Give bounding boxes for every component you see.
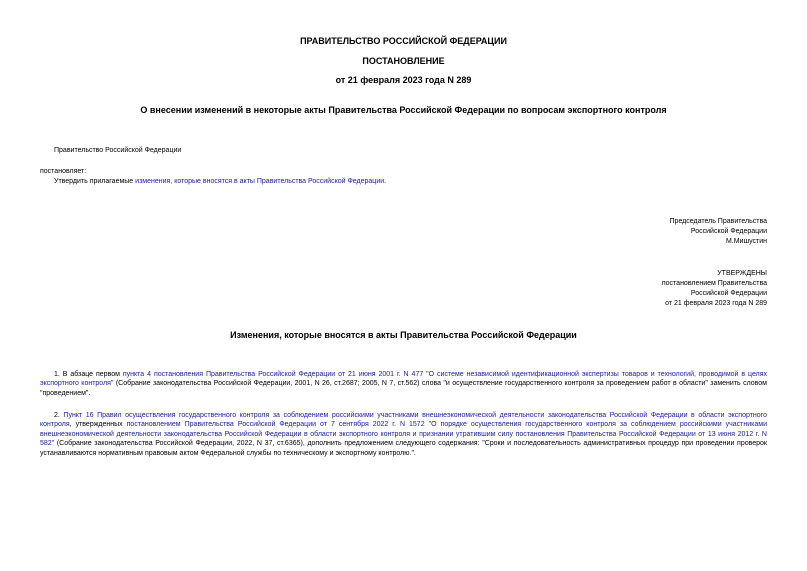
item2-mid: , утвержденных <box>69 421 127 429</box>
document-date-number: от 21 февраля 2023 года N 289 <box>335 75 472 85</box>
approve-suffix: . <box>384 178 387 185</box>
document-type: ПОСТАНОВЛЕНИЕ <box>362 56 445 66</box>
signature-position: Председатель Правительства <box>669 218 767 225</box>
change-item-1 <box>40 370 767 398</box>
approve-sentence <box>54 177 386 187</box>
signature-name: М.Мишустин <box>725 238 767 245</box>
approval-line4: от 21 февраля 2023 года N 289 <box>665 300 767 307</box>
item1-suffix: (Собрание законодательства Российской Федерации, 2001, N 26, ст.2687; 2005, N 7, ст.562) слова "и осуществление государственного контроля за проведением работ в области" заменить словом "проведением". <box>40 380 767 397</box>
item2-link-decree[interactable]: постановлением Правительства Российской Федерации от 7 сентября 2022 г. N 1572 "О порядке осуществления государственного контроля за соблюдением российскими участниками внешнеэкономической деятельности законодательства Российской Федерации в области экспортного контроля и признании утратившим силу постановления Правительства Российской Федерации от 13 июня 2012 г. N 582" <box>40 421 767 448</box>
approve-prefix: Утвердить прилагаемые <box>54 178 136 185</box>
item1-link[interactable]: пункта 4 постановления Правительства Российской Федерации от 21 июня 2001 г. N 477 "О системе независимой идентификационной экспертизы товаров и технологий, проводимой в целях экспортного контроля" <box>40 371 767 388</box>
decrees-word: постановляет: <box>40 168 87 175</box>
item2-num: 2. <box>54 412 64 419</box>
item1-prefix: 1. В абзаце первом <box>54 371 123 378</box>
change-item-2 <box>40 411 767 458</box>
issuer: Правительство Российской Федерации <box>54 147 182 154</box>
approval-block <box>662 269 767 309</box>
approval-line3: Российской Федерации <box>690 290 767 297</box>
item2-suffix: (Собрание законодательства Российской Федерации, 2022, N 37, ст.6365), дополнить предложением следующего содержания: "Сроки и последовательность административных процедур при проведении проверок устанавливаются нормативным правовым актом Федеральной службы по техническому и экспортному контролю.". <box>40 440 767 457</box>
approval-title: УТВЕРЖДЕНЫ <box>717 270 767 277</box>
changes-title: Изменения, которые вносятся в акты Правительства Российской Федерации <box>230 330 577 340</box>
changes-link[interactable]: изменения, которые вносятся в акты Правительства Российской Федерации <box>135 178 385 185</box>
item2-link-rules[interactable]: Пункт 16 Правил осуществления государственного контроля за соблюдением российскими участниками внешнеэкономической деятельности законодательства Российской Федерации в области экспортного контроля <box>40 412 767 429</box>
signature-block <box>670 217 767 247</box>
signature-org: Российской Федерации <box>690 228 767 235</box>
government-heading: ПРАВИТЕЛЬСТВО РОССИЙСКОЙ ФЕДЕРАЦИИ <box>300 36 507 46</box>
approval-line2: постановлением Правительства <box>661 280 767 287</box>
document-subject: О внесении изменений в некоторые акты Правительства Российской Федерации по вопросам экспортного контроля <box>140 105 667 115</box>
